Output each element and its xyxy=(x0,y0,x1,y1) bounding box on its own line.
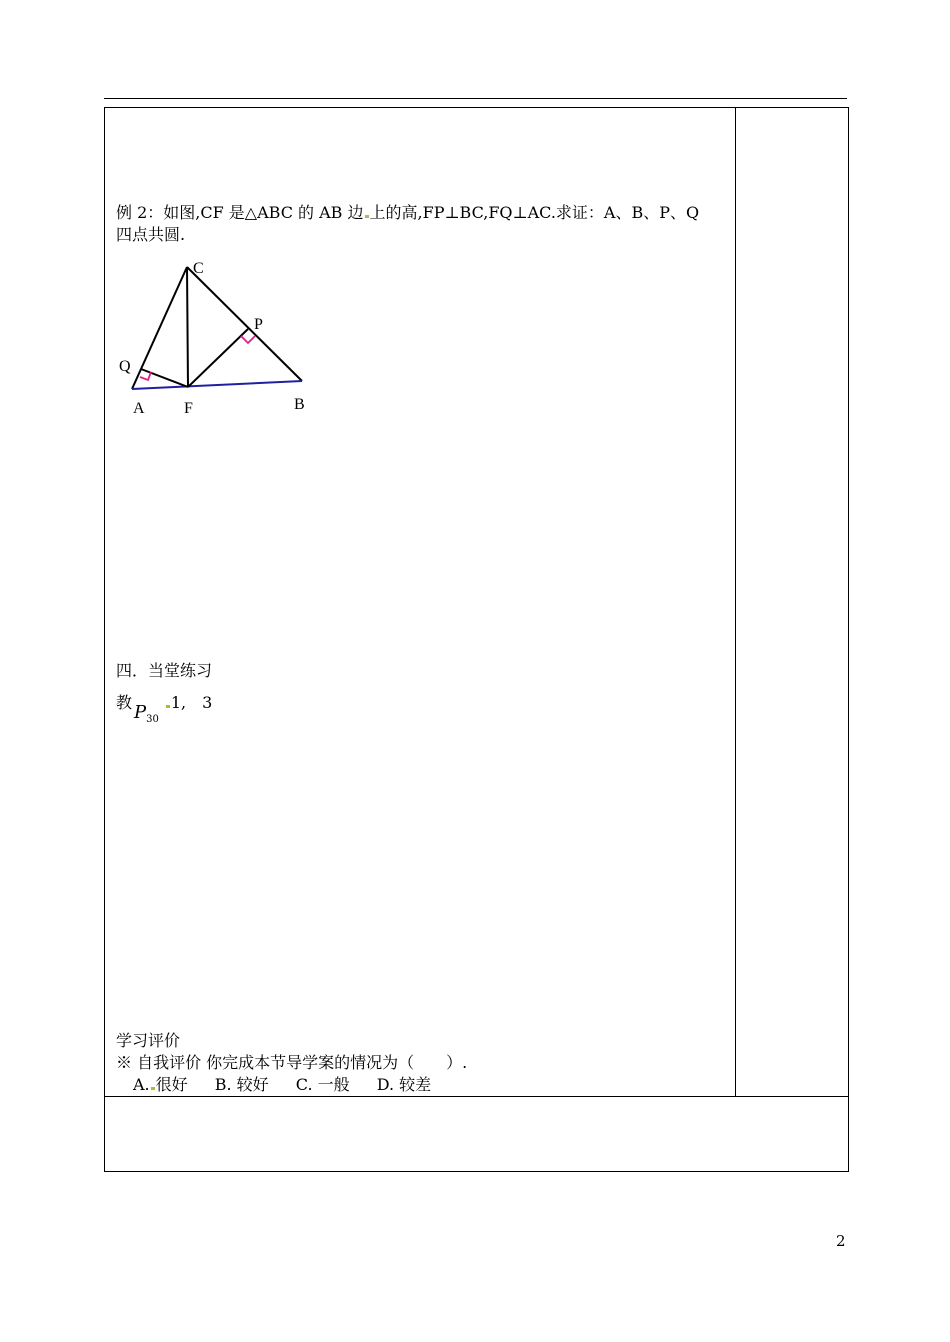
evaluation-options xyxy=(133,1074,453,1096)
problem-text-part1: 例 2：如图,CF 是△ABC 的 AB 边 xyxy=(116,203,364,222)
side-ac xyxy=(132,267,187,389)
section-heading: 四．当堂练习 xyxy=(116,661,213,680)
problem-text-line2: 四点共圆. xyxy=(116,225,186,244)
option-b: B. 较好 xyxy=(214,1075,269,1094)
option-a-letter: A. xyxy=(133,1075,150,1094)
evaluation-title: 学习评价 xyxy=(116,1031,181,1050)
table-row-divider xyxy=(105,1096,848,1097)
mark-dot xyxy=(365,215,369,218)
altitude-cf xyxy=(187,267,188,387)
triangle-figure xyxy=(104,107,364,437)
page-variable: P xyxy=(134,702,147,723)
option-a-text: 很好 xyxy=(155,1075,188,1094)
segment-fp xyxy=(188,329,248,387)
evaluation-prompt: ※ 自我评价 你完成本节导学案的情况为（ ）. xyxy=(116,1053,468,1072)
label-c: C xyxy=(193,260,204,277)
label-p: P xyxy=(254,316,263,333)
side-ab xyxy=(132,381,302,389)
page-number: 2 xyxy=(836,1232,846,1250)
exercise-line xyxy=(116,692,213,725)
exercise-prefix: 教 xyxy=(116,693,133,712)
label-b: B xyxy=(294,396,305,413)
side-bc xyxy=(187,267,302,381)
right-angle-mark-p xyxy=(241,336,255,343)
option-c: C. 一般 xyxy=(295,1075,350,1094)
mark-dot xyxy=(166,705,170,708)
label-f: F xyxy=(184,400,193,417)
option-d: D. 较差 xyxy=(376,1075,432,1094)
header-rule xyxy=(104,98,847,99)
label-a: A xyxy=(133,400,145,417)
page-subscript: 30 xyxy=(146,714,159,725)
mark-dot xyxy=(151,1087,155,1090)
exercise-items: 1, 3 xyxy=(170,693,213,712)
label-q: Q xyxy=(119,358,131,375)
problem-text-part2: 上的高,FP⊥BC,FQ⊥AC.求证：A、B、P、Q xyxy=(369,203,700,222)
table-column-divider xyxy=(735,108,736,1096)
